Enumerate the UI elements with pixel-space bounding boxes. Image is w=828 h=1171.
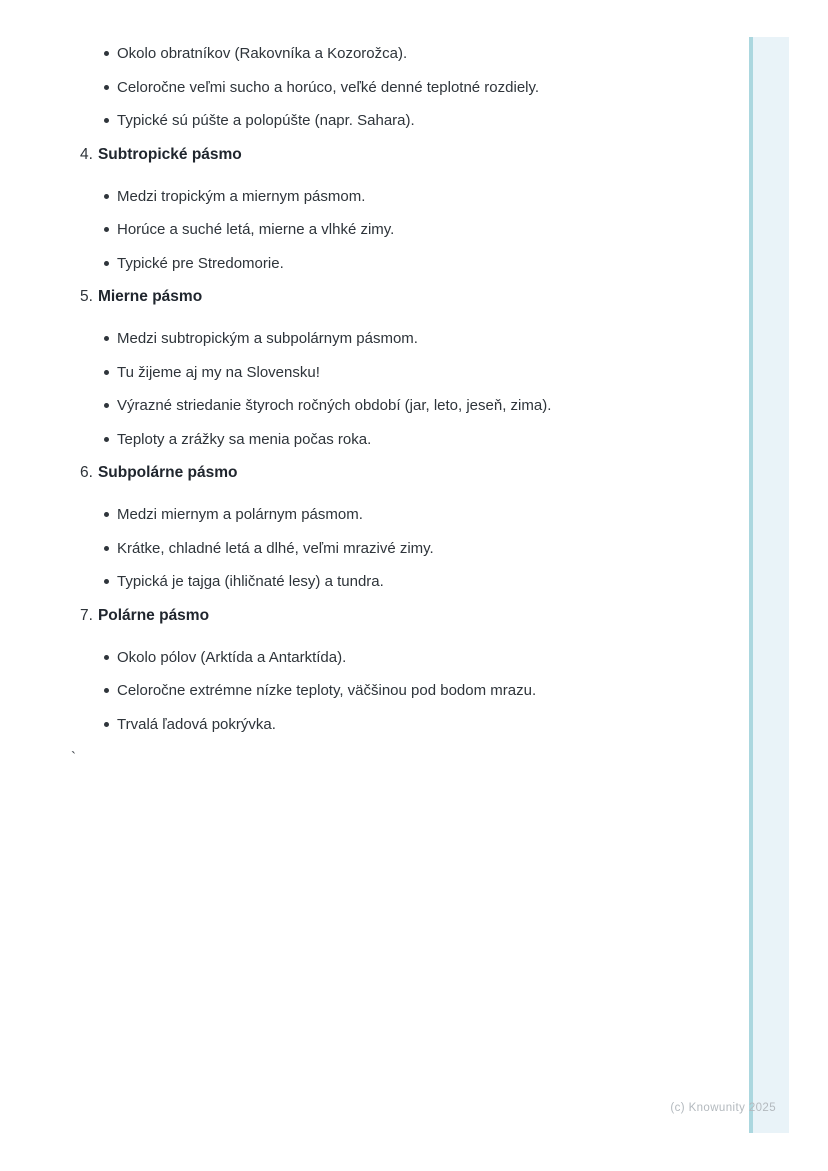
document-content	[71, 44, 725, 768]
list-item	[80, 539, 725, 559]
list-item	[80, 715, 725, 735]
section-heading	[80, 606, 725, 626]
section-number: 7.	[80, 606, 93, 624]
list-item	[80, 44, 725, 64]
list-item	[80, 681, 725, 701]
bullet-text: Celoročne veľmi sucho a horúco, veľké denné teplotné rozdiely.	[117, 78, 540, 96]
bullet-text: Krátke, chladné letá a dlhé, veľmi mrazivé zimy.	[117, 539, 434, 557]
bullet-icon	[104, 85, 109, 90]
list-item	[80, 187, 725, 207]
stray-backtick-mark: `	[71, 749, 76, 766]
section-title: Mierne pásmo	[97, 288, 203, 305]
section-title: Subtropické pásmo	[97, 145, 242, 163]
bullet-text: Horúce a suché letá, mierne a vlhké zimy.	[117, 221, 395, 238]
section-polarne	[80, 606, 725, 735]
list-item	[80, 329, 725, 349]
bullet-icon	[104, 437, 109, 442]
section-subtropicke	[80, 145, 725, 274]
section-number: 4.	[80, 145, 93, 163]
bullet-icon	[104, 194, 109, 199]
list-item	[80, 505, 725, 525]
bullet-text: Medzi miernym a polárnym pásmom.	[117, 506, 363, 523]
section-bullet-list	[80, 648, 725, 735]
bullet-text: Teploty a zrážky sa menia počas roka.	[117, 430, 372, 448]
bullet-text: Trvalá ľadová pokrývka.	[117, 715, 276, 733]
section-heading	[80, 463, 725, 483]
bullet-text: Tu žijeme aj my na Slovensku!	[117, 363, 320, 381]
bullet-text: Typické sú púšte a polopúšte (napr. Sahara).	[117, 112, 415, 129]
section-bullet-list	[80, 505, 725, 592]
list-item	[80, 254, 725, 274]
bullet-text: Okolo pólov (Arktída a Antarktída).	[117, 648, 347, 666]
section-subpolarne	[80, 463, 725, 592]
bullet-icon	[104, 403, 109, 408]
bullet-icon	[104, 336, 109, 341]
bullet-icon	[104, 227, 109, 232]
section-mierne	[80, 287, 725, 450]
bullet-icon	[104, 546, 109, 551]
section-heading	[80, 287, 725, 307]
bullet-text: Medzi tropickým a miernym pásmom.	[117, 187, 366, 205]
right-accent-bar	[749, 37, 789, 1133]
bullet-icon	[104, 51, 109, 56]
section-bullet-list	[80, 187, 725, 274]
list-item	[80, 430, 725, 450]
section-title: Subpolárne pásmo	[97, 464, 238, 481]
bullet-icon	[104, 370, 109, 375]
bullet-text: Typické pre Stredomorie.	[117, 254, 284, 272]
section-number: 5.	[80, 288, 93, 305]
section-title: Polárne pásmo	[97, 606, 210, 624]
bullet-icon	[104, 261, 109, 266]
section-heading	[80, 145, 725, 165]
list-item	[80, 396, 725, 416]
list-item	[80, 363, 725, 383]
bullet-text: Okolo obratníkov (Rakovníka a Kozorožca).	[117, 45, 408, 62]
bullet-text: Výrazné striedanie štyroch ročných období (jar, leto, jeseň, zima).	[117, 397, 552, 414]
footer-copyright: (c) Knowunity 2025	[670, 1102, 776, 1114]
bullet-icon	[104, 655, 109, 660]
section-number: 6.	[80, 464, 93, 481]
intro-bullet-list	[80, 44, 725, 131]
list-item	[80, 572, 725, 592]
bullet-text: Celoročne extrémne nízke teploty, väčšinou pod bodom mrazu.	[117, 682, 537, 699]
list-item	[80, 111, 725, 131]
list-item	[80, 648, 725, 668]
bullet-icon	[104, 512, 109, 517]
bullet-icon	[104, 118, 109, 123]
bullet-text: Medzi subtropickým a subpolárnym pásmom.	[117, 330, 418, 347]
bullet-text: Typická je tajga (ihličnaté lesy) a tundra.	[117, 573, 384, 590]
bullet-icon	[104, 722, 109, 727]
bullet-icon	[104, 579, 109, 584]
list-item	[80, 78, 725, 98]
bullet-icon	[104, 688, 109, 693]
section-bullet-list	[80, 329, 725, 450]
list-item	[80, 220, 725, 240]
